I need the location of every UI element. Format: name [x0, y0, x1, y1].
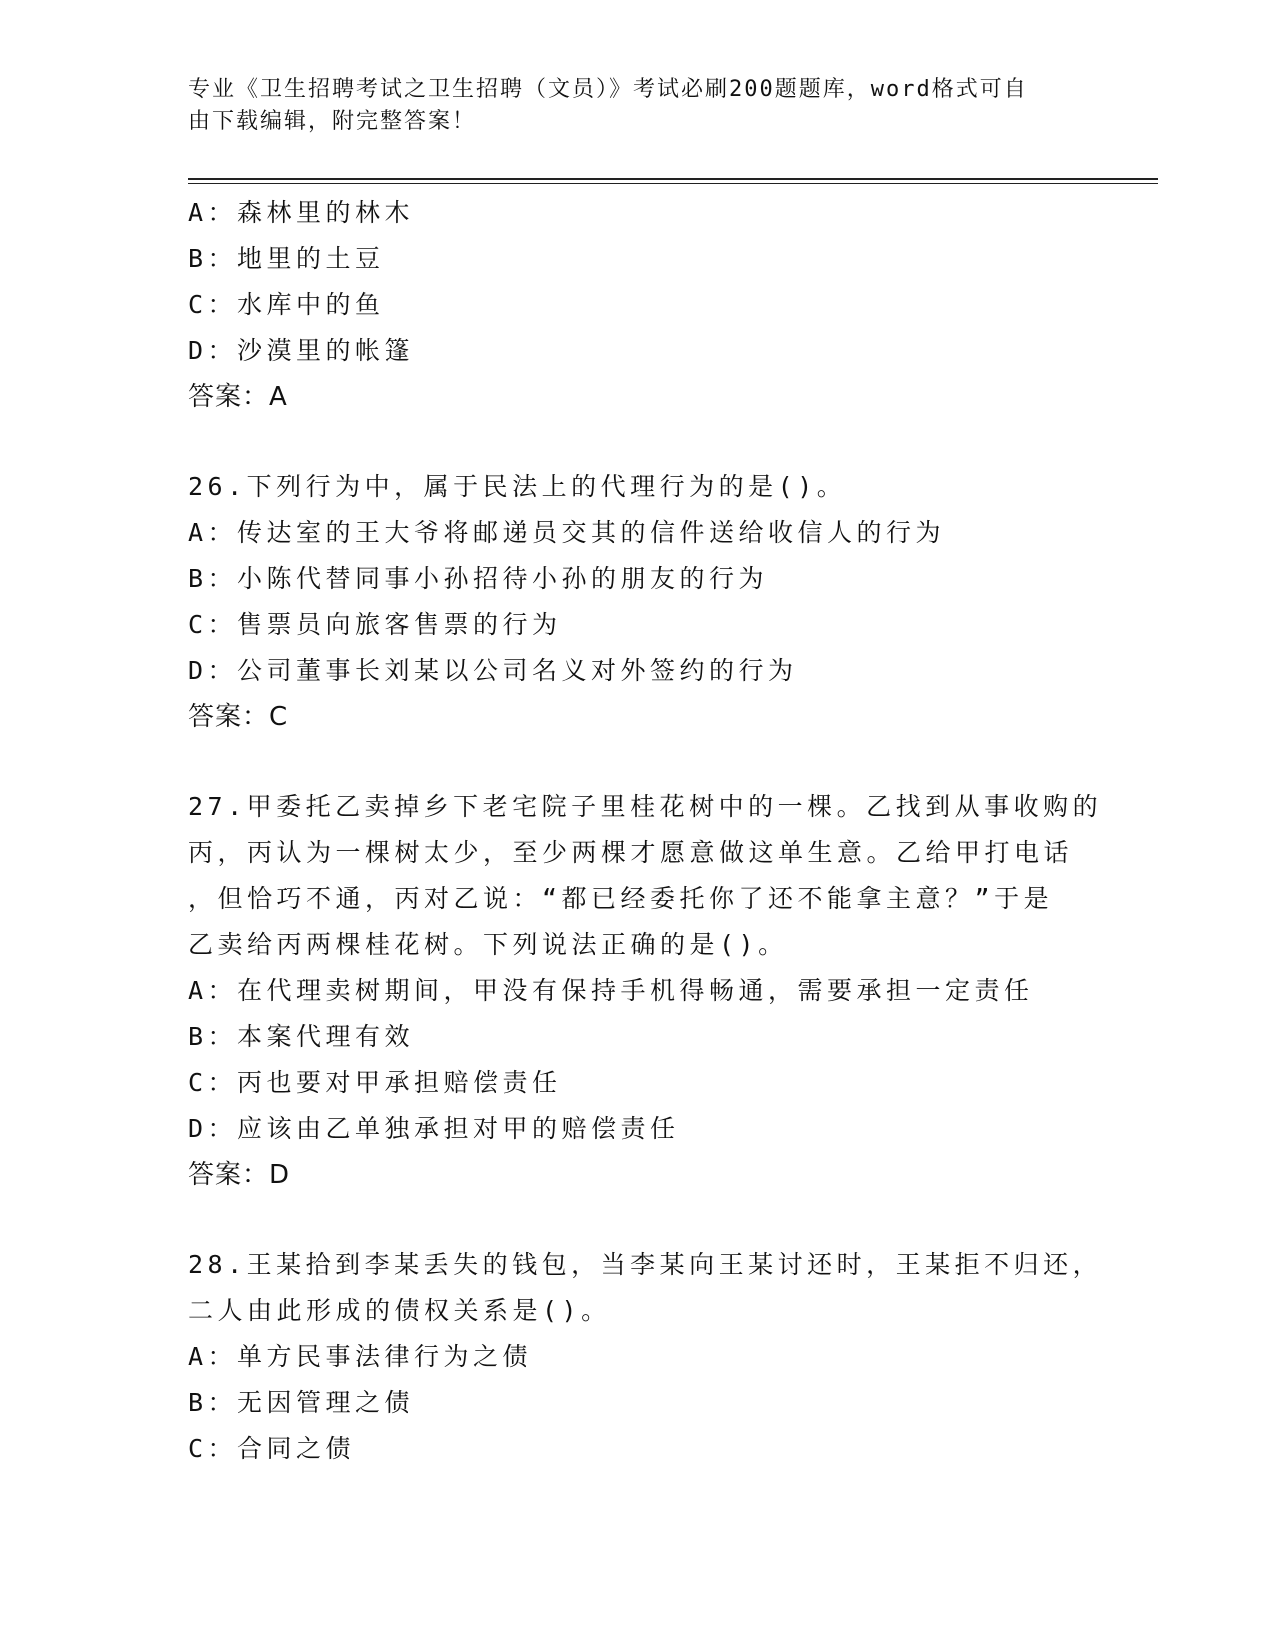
document-header [188, 74, 1068, 138]
header-divider-thick [188, 178, 1158, 180]
option-a: A：传达室的王大爷将邮递员交其的信件送给收信人的行为 [188, 518, 946, 547]
option-c: C：合同之债 [188, 1434, 356, 1463]
spacer [188, 420, 1148, 464]
question-stem: 26.下列行为中，属于民法上的代理行为的是()。 [188, 472, 847, 501]
option-c: C：水库中的鱼 [188, 290, 385, 319]
option-d: D：公司董事长刘某以公司名义对外签约的行为 [188, 656, 798, 685]
header-divider-thin [188, 183, 1158, 184]
answer-line: 答案：D [188, 1160, 291, 1190]
question-list [188, 190, 1148, 1472]
header-line-1: 专业《卫生招聘考试之卫生招聘（文员）》考试必刷200题题库，word格式可自 [188, 77, 1028, 102]
spacer [188, 1198, 1148, 1242]
option-a: A：单方民事法律行为之债 [188, 1342, 533, 1371]
question-stem-line-1: 28.王某拾到李某丢失的钱包，当李某向王某讨还时，王某拒不归还， [188, 1250, 1103, 1279]
option-c: C：丙也要对甲承担赔偿责任 [188, 1068, 562, 1097]
option-b: B：小陈代替同事小孙招待小孙的朋友的行为 [188, 564, 769, 593]
answer-line: 答案：A [188, 382, 288, 412]
option-a: A：在代理卖树期间，甲没有保持手机得畅通，需要承担一定责任 [188, 976, 1034, 1005]
spacer [188, 740, 1148, 784]
question-stem-line-1: 27.甲委托乙卖掉乡下老宅院子里桂花树中的一棵。乙找到从事收购的 [188, 792, 1103, 821]
option-b: B：地里的土豆 [188, 244, 385, 273]
question-stem-line-4: 乙卖给丙两棵桂花树。下列说法正确的是()。 [188, 930, 788, 959]
question-stem-line-2: 二人由此形成的债权关系是()。 [188, 1296, 611, 1325]
option-a: A：森林里的林木 [188, 198, 415, 227]
question-25 [188, 190, 1148, 420]
question-stem-line-3: ，但恰巧不通，丙对乙说：“都已经委托你了还不能拿主意？”于是 [188, 884, 1054, 913]
question-28 [188, 1242, 1148, 1472]
option-d: D：沙漠里的帐篷 [188, 336, 415, 365]
option-d: D：应该由乙单独承担对甲的赔偿责任 [188, 1114, 680, 1143]
header-line-2: 由下载编辑，附完整答案！ [188, 109, 477, 134]
answer-line: 答案：C [188, 702, 289, 732]
option-c: C：售票员向旅客售票的行为 [188, 610, 562, 639]
option-b: B：本案代理有效 [188, 1022, 415, 1051]
question-27 [188, 784, 1148, 1198]
question-26 [188, 464, 1148, 740]
question-stem-line-2: 丙，丙认为一棵树太少，至少两棵才愿意做这单生意。乙给甲打电话 [188, 838, 1074, 867]
option-b: B：无因管理之债 [188, 1388, 415, 1417]
